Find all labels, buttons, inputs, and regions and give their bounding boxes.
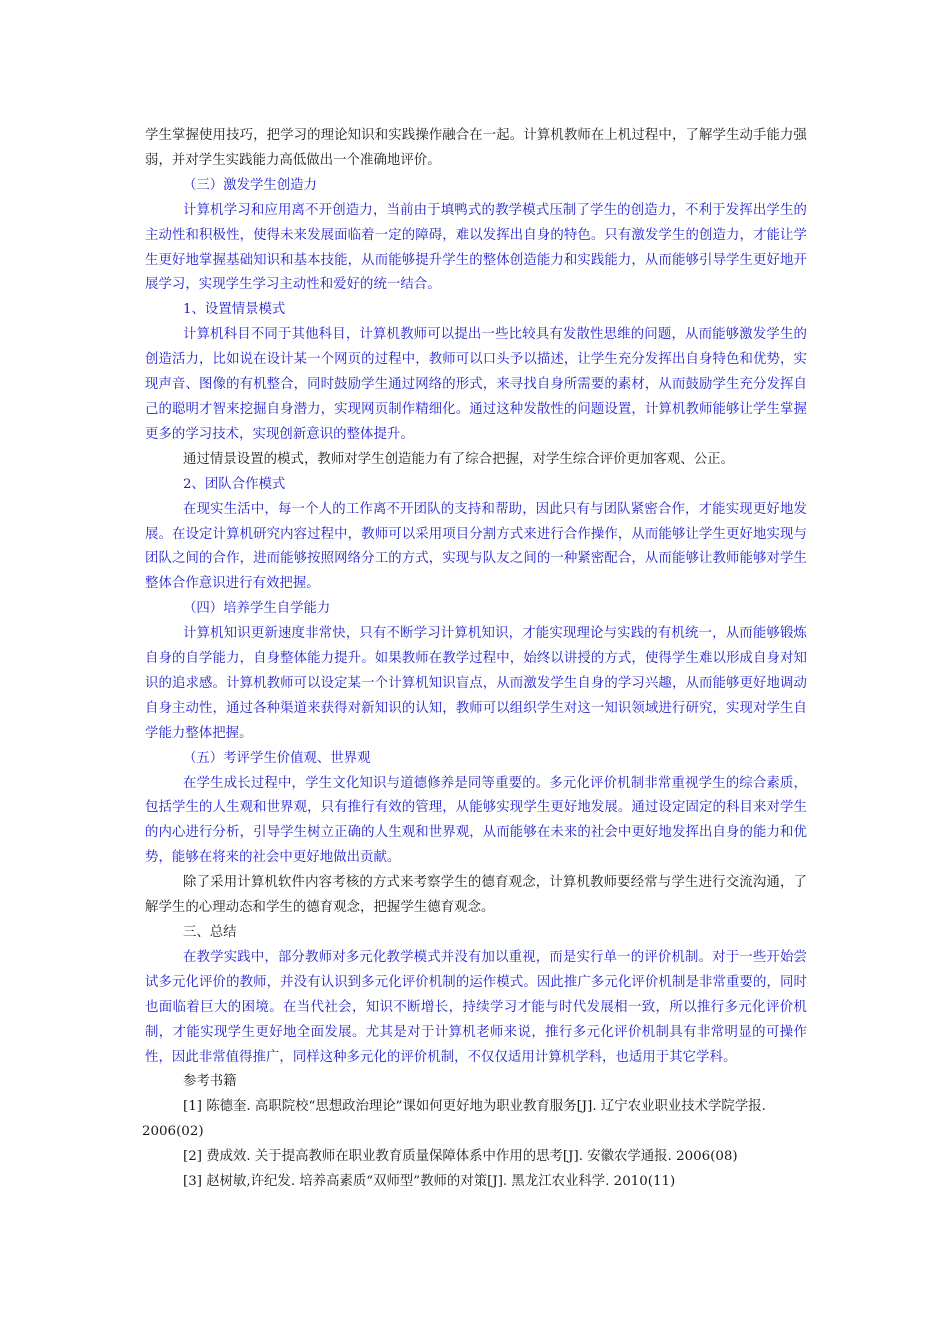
references-title: 参考书籍 (183, 1074, 237, 1090)
paragraph: 在学生成长过程中，学生文化知识与道德修养是同等重要的。多元化评价机制非常重视学生的综合素质，包括学生的人生观和世界观，只有推行有效的管理，从能够实现学生更好地发展。通过设定固定的科目来对学生的内心进行分析，引导学生树立正确的人生观和世界观，从而能够在未来的社会中更好地发挥出自身的能力和优势，能够在将来的社会中更好地做出贡献。 (145, 775, 807, 866)
reference-item: [2] 费成效. 关于提高教师在职业教育质量保障体系中作用的思考[J]. 安徽农学通报. 2006(08) (183, 1149, 738, 1165)
subsection-heading: 2、团队合作模式 (183, 476, 286, 492)
reference-item: [3] 赵树敏,许纪发. 培养高素质“双师型”教师的对策[J]. 黑龙江农业科学. 2010(11) (183, 1174, 676, 1190)
reference-item-continuation: 2006(02) (142, 1124, 204, 1140)
paragraph: 通过情景设置的模式，教师对学生创造能力有了综合把握，对学生综合评价更加客观、公正。 (183, 451, 735, 467)
section-heading: （三）激发学生创造力 (183, 177, 317, 193)
paragraph: 计算机科目不同于其他科目，计算机教师可以提出一些比较具有发散性思维的问题，从而能够激发学生的创造活力，比如说在设计某一个网页的过程中，教师可以口头予以描述，让学生充分发挥出自身特色和优势，实现声音、图像的有机整合，同时鼓励学生通过网络的形式，来寻找自身所需要的素材，从而鼓励学生充分发挥自己的聪明才智来挖掘自身潜力，实现网页制作精细化。通过这种发散性的问题设置，计算机教师能够让学生掌握更多的学习技术，实现创新意识的整体提升。 (145, 327, 807, 442)
paragraph: 在教学实践中，部分教师对多元化教学模式并没有加以重视，而是实行单一的评价机制。对于一些开始尝试多元化评价的教师，并没有认识到多元化评价机制的运作模式。因此推广多元化评价机制是非常重要的，同时也面临着巨大的困境。在当代社会，知识不断增长，持续学习才能与时代发展相一致，所以推行多元化评价机制，才能实现学生更好地全面发展。尤其是对于计算机老师来说，推行多元化评价机制具有非常明显的可操作性，因此非常值得推广，同样这种多元化的评价机制，不仅仅适用计算机学科，也适用于其它学科。 (145, 949, 807, 1065)
chapter-heading: 三、总结 (183, 925, 237, 940)
paragraph: 计算机学习和应用离不开创造力，当前由于填鸭式的教学模式压制了学生的创造力，不利于发挥出学生的主动性和积极性，使得未来发展面临着一定的障碍，难以发挥出自身的特色。只有激发学生的创造力，才能让学生更好地掌握基础知识和基本技能，从而能够提升学生的整体创造能力和实践能力，从而能够引导学生更好地开展学习，实现学生学习主动性和爱好的统一结合。 (145, 202, 807, 293)
reference-item: [1] 陈德奎. 高职院校“思想政治理论”课如何更好地为职业教育服务[J]. 辽宁农业职业技术学院学报. (183, 1099, 766, 1115)
section-heading: （四）培养学生自学能力 (183, 601, 331, 617)
document-page (142, 124, 807, 1195)
section-heading: （五）考评学生价值观、世界观 (183, 750, 371, 766)
paragraph: 在现实生活中，每一个人的工作离不开团队的支持和帮助，因此只有与团队紧密合作，才能实现更好地发展。在设定计算机研究内容过程中，教师可以采用项目分割方式来进行合作操作，从而能够让学生更好地实现与团队之间的合作，进而能够按照网络分工的方式，实现与队友之间的一种紧密配合，从而能够让教师能够对学生整体合作意识进行有效把握。 (145, 501, 807, 592)
paragraph: 计算机知识更新速度非常快，只有不断学习计算机知识，才能实现理论与实践的有机统一，从而能够锻炼自身的自学能力，自身整体能力提升。如果教师在教学过程中，始终以讲授的方式，使得学生难以形成自身对知识的追求感。计算机教师可以设定某一个计算机知识盲点，从而激发学生自身的学习兴趣，从而能够更好地调动自身主动性，通过各种渠道来获得对新知识的认知，教师可以组织学生对这一知识领域进行研究，实现对学生自学能力整体把握。 (145, 626, 807, 741)
paragraph: 除了采用计算机软件内容考核的方式来考察学生的德育观念，计算机教师要经常与学生进行交流沟通，了解学生的心理动态和学生的德育观念，把握学生德育观念。 (145, 875, 807, 916)
subsection-heading: 1、设置情景模式 (183, 302, 286, 318)
paragraph: 学生掌握使用技巧，把学习的理论知识和实践操作融合在一起。计算机教师在上机过程中，了解学生动手能力强弱，并对学生实践能力高低做出一个准确地评价。 (145, 128, 807, 168)
